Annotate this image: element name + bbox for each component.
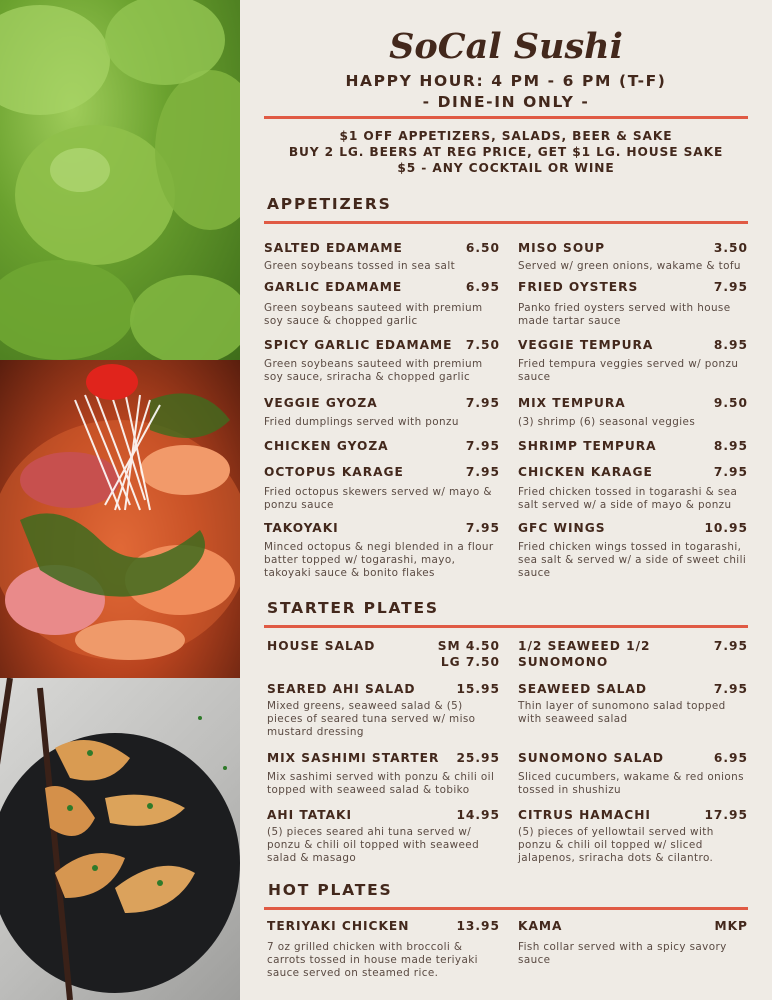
menu-item-price: 7.95 [713, 682, 748, 696]
menu-item-name: CHICKEN KARAGE [518, 465, 653, 479]
gyoza-photo [0, 678, 240, 1000]
menu-item-description: Fried dumplings served with ponzu [264, 416, 459, 428]
restaurant-name: SoCal Sushi [389, 26, 623, 67]
menu-item-name: FRIED OYSTERS [518, 280, 639, 294]
promo-line: $5 - ANY COCKTAIL OR WINE [397, 161, 615, 175]
menu-item-description: (5) pieces seared ahi tuna served w/ ponzu & chili oil topped with seaweed salad & masago [267, 826, 480, 865]
menu-item-price: SM 4.50 [437, 639, 500, 653]
menu-item-price: 7.95 [465, 465, 500, 479]
menu-item-description: Fried octopus skewers served w/ mayo & ponzu sauce [264, 486, 492, 512]
edamame-photo [0, 0, 240, 360]
menu-item-description: Green soybeans tossed in sea salt [264, 260, 456, 272]
menu-item-name-line2: SUNOMONO [518, 655, 609, 669]
gyoza-image [0, 678, 240, 1000]
menu-item-description: Panko fried oysters served with house made tartar sauce [518, 302, 731, 328]
menu-item-name: VEGGIE TEMPURA [518, 338, 654, 352]
edamame-image [0, 0, 240, 360]
sashimi-image [0, 360, 240, 678]
menu-item-description: Green soybeans sauteed with premium soy sauce & chopped garlic [264, 302, 483, 328]
menu-item-name: SUNOMONO SALAD [518, 751, 665, 765]
menu-item-price: 7.95 [465, 396, 500, 410]
menu-item-description: Served w/ green onions, wakame & tofu [518, 260, 741, 272]
menu-item-name: CITRUS HAMACHI [518, 808, 651, 822]
menu-item-price: MKP [714, 919, 748, 933]
menu-item-name: SALTED EDAMAME [264, 241, 403, 255]
menu-item-price: 8.95 [713, 439, 748, 453]
menu-item-price: 7.50 [465, 338, 500, 352]
menu-item-description: Fried chicken tossed in togarashi & sea salt served w/ a side of mayo & ponzu [518, 486, 738, 512]
menu-item-price: 17.95 [704, 808, 748, 822]
section-title-appetizers: APPETIZERS [267, 195, 392, 213]
divider [264, 907, 748, 910]
menu-item-name: VEGGIE GYOZA [264, 396, 378, 410]
menu-item-price: 6.95 [713, 751, 748, 765]
menu-item-name: GFC WINGS [518, 521, 606, 535]
menu-item-price: 15.95 [456, 682, 500, 696]
menu-item-price-large: LG 7.50 [440, 655, 500, 669]
menu-item-name: TERIYAKI CHICKEN [267, 919, 410, 933]
menu-item-name: SHRIMP TEMPURA [518, 439, 657, 453]
sashimi-salad-photo [0, 360, 240, 678]
photo-column [0, 0, 240, 1000]
divider [264, 116, 748, 119]
menu-item-price: 7.95 [713, 280, 748, 294]
menu-item-name: SEAWEED SALAD [518, 682, 647, 696]
menu-item-name: MIX TEMPURA [518, 396, 626, 410]
menu-item-price: 9.50 [713, 396, 748, 410]
menu-item-price: 14.95 [456, 808, 500, 822]
menu-item-price: 10.95 [704, 521, 748, 535]
menu-item-price: 8.95 [713, 338, 748, 352]
menu-item-description: (3) shrimp (6) seasonal veggies [518, 416, 696, 428]
divider [264, 221, 748, 224]
menu-item-price: 7.95 [465, 439, 500, 453]
menu-item-name: AHI TATAKI [267, 808, 353, 822]
menu-item-name: SEARED AHI SALAD [267, 682, 416, 696]
dine-in-note: - DINE-IN ONLY - [422, 93, 590, 111]
menu-item-description: Fish collar served with a spicy savory sauce [518, 941, 727, 967]
menu-item-name: 1/2 SEAWEED 1/2 [518, 639, 651, 653]
menu-item-name: OCTOPUS KARAGE [264, 465, 404, 479]
menu-item-description: Sliced cucumbers, wakame & red onions tossed in shushizu [518, 771, 744, 797]
menu-item-description: Mixed greens, seaweed salad & (5) pieces of seared tuna served w/ miso mustard dressing [267, 700, 476, 739]
menu-item-description: (5) pieces of yellowtail served with ponzu & chili oil topped w/ sliced jalapenos, sriracha dots & cilantro. [518, 826, 714, 865]
menu-item-description: Thin layer of sunomono salad topped with seaweed salad [518, 700, 726, 726]
section-title-starter-plates: STARTER PLATES [267, 599, 439, 617]
menu-item-name: SPICY GARLIC EDAMAME [264, 338, 453, 352]
menu-panel [240, 0, 772, 1000]
promo-line: BUY 2 LG. BEERS AT REG PRICE, GET $1 LG. HOUSE SAKE [288, 145, 724, 159]
promo-line: $1 OFF APPETIZERS, SALADS, BEER & SAKE [339, 129, 673, 143]
menu-item-description: Fried tempura veggies served w/ ponzu sauce [518, 358, 739, 384]
menu-item-name: MISO SOUP [518, 241, 606, 255]
menu-item-name: HOUSE SALAD [267, 639, 376, 653]
menu-item-price: 6.50 [465, 241, 500, 255]
menu-item-price: 6.95 [465, 280, 500, 294]
menu-item-description: Minced octopus & negi blended in a flour batter topped w/ togarashi, mayo, takoyaki sauce & bonito flakes [264, 541, 494, 580]
menu-item-description: Green soybeans sauteed with premium soy sauce, sriracha & chopped garlic [264, 358, 483, 384]
menu-item-description: Fried chicken wings tossed in togarashi, sea salt & served w/ a side of sweet chili sauce [518, 541, 747, 580]
happy-hour-times: HAPPY HOUR: 4 PM - 6 PM (T-F) [345, 72, 667, 90]
section-title-hot-plates: HOT PLATES [268, 881, 393, 899]
menu-item-price: 3.50 [713, 241, 748, 255]
menu-item-price: 7.95 [713, 465, 748, 479]
menu-item-price: 13.95 [456, 919, 500, 933]
menu-item-description: 7 oz grilled chicken with broccoli & carrots tossed in house made teriyaki sauce served on steamed rice. [267, 941, 478, 980]
menu-item-name: CHICKEN GYOZA [264, 439, 389, 453]
menu-item-price: 7.95 [713, 639, 748, 653]
menu-item-name: TAKOYAKI [264, 521, 339, 535]
menu-item-description: Mix sashimi served with ponzu & chili oil topped with seaweed salad & tobiko [267, 771, 495, 797]
menu-item-price: 25.95 [456, 751, 500, 765]
menu-item-name: MIX SASHIMI STARTER [267, 751, 440, 765]
menu-item-name: GARLIC EDAMAME [264, 280, 403, 294]
menu-item-price: 7.95 [465, 521, 500, 535]
divider [264, 625, 748, 628]
menu-item-name: KAMA [518, 919, 563, 933]
